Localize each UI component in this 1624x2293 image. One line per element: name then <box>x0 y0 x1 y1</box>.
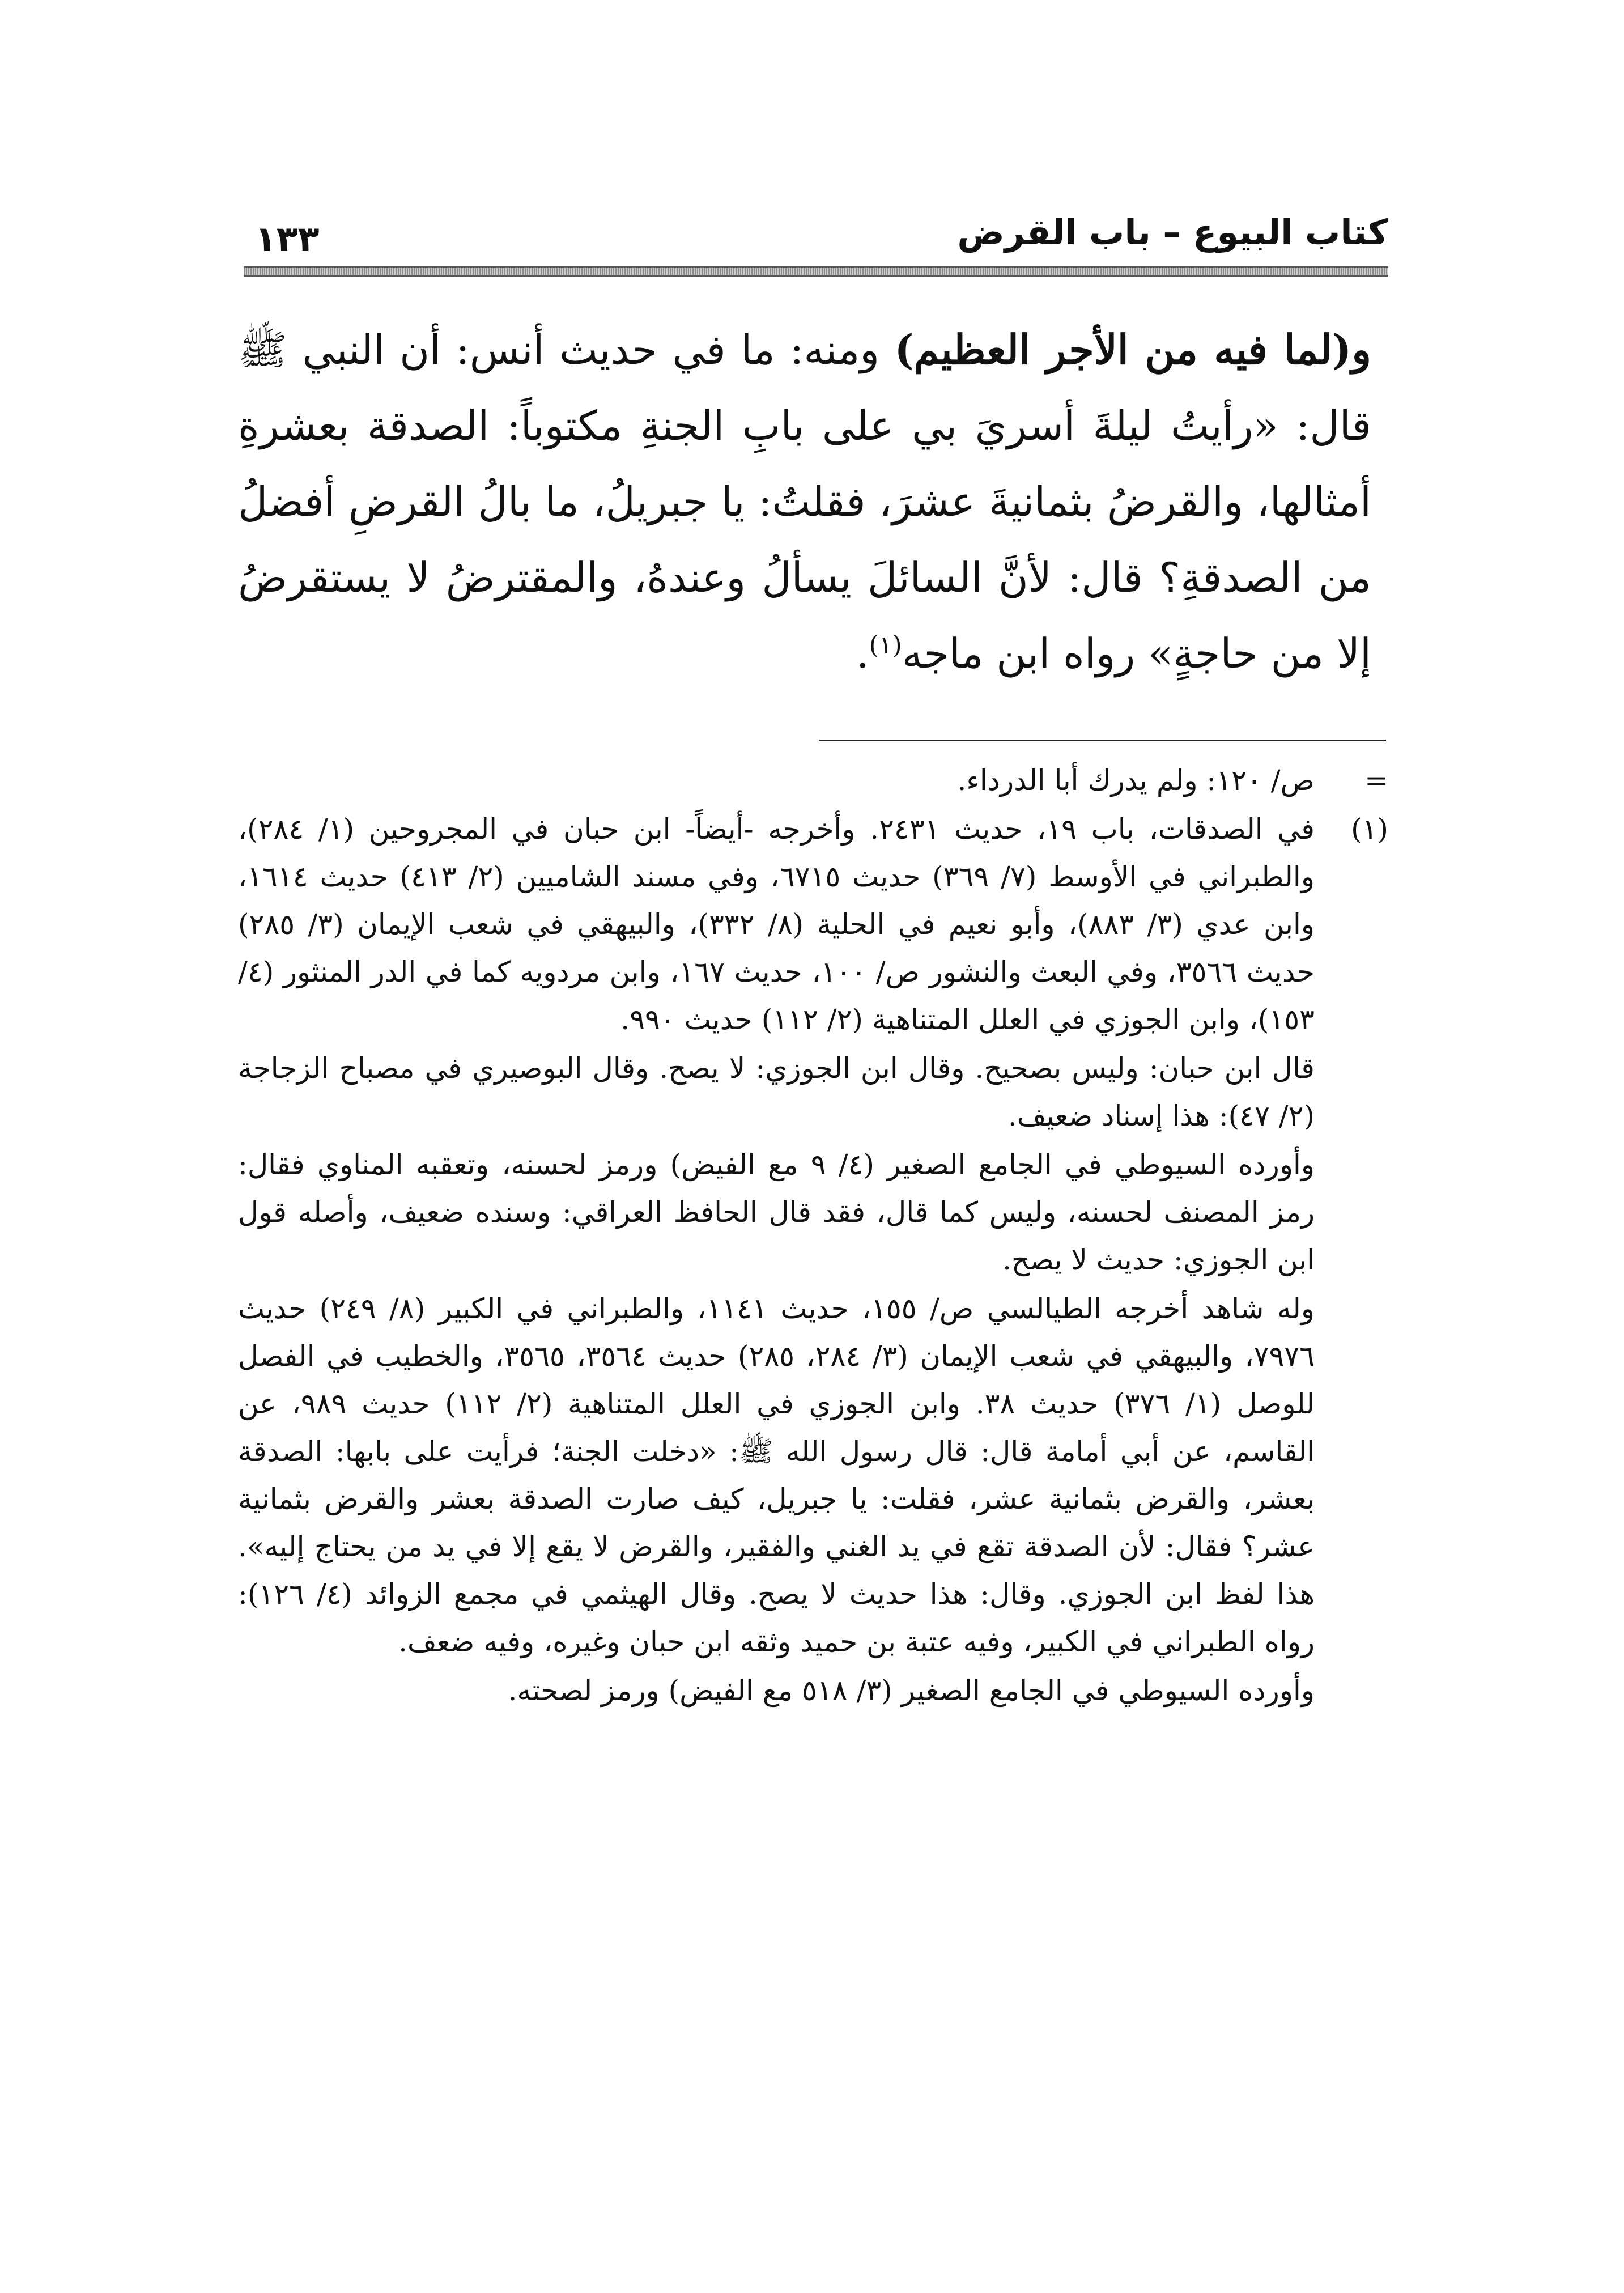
footnotes <box>238 757 1388 1714</box>
continuation-text: ص/ ١٢٠: ولم يدرك أبا الدرداء. <box>957 764 1315 797</box>
footnote-1-para-5-block <box>238 1667 1371 1714</box>
footnote-1-marker: (١) <box>1351 813 1388 846</box>
footnote-1-para-3: وأورده السيوطي في الجامع الصغير (٤/ ٩ مع الفيض) ورمز لحسنه، وتعقبه المناوي فقال: رمز المصنف لحسنه، وليس كما قال، فقد قال الحافظ العراقي: وسنده ضعيف، وأصله قول ابن الجوزي: حديث لا يصح. <box>238 1148 1315 1276</box>
page-number: ١٣٣ <box>255 218 320 260</box>
footnote-1-para-2: قال ابن حبان: وليس بصحيح. وقال ابن الجوزي: لا يصح. وقال البوصيري في مصباح الزجاجة (٢/ ٤٧): هذا إسناد ضعيف. <box>238 1052 1315 1132</box>
page-header <box>244 193 1388 260</box>
footnote-1-para-5: وأورده السيوطي في الجامع الصغير (٣/ ٥١٨ مع الفيض) ورمز لصحته. <box>508 1674 1315 1707</box>
end-punctuation: . <box>856 630 869 677</box>
footnote-1-para-1: في الصدقات، باب ١٩، حديث ٢٤٣١. وأخرجه -أيضاً- ابن حبان في المجروحين (١/ ٢٨٤)، والطبراني في الأوسط (٧/ ٣٦٩) حديث ٦٧١٥، وفي مسند الشاميين (٢/ ٤١٣) حديث ١٦١٤، وابن عدي (٣/ ٨٨٣)، وأبو نعيم في الحلية (٨/ ٣٣٢)، والبيهقي في شعب الإيمان (٣/ ٢٨٥) حديث ٣٥٦٦، وفي البعث والنشور ص/ ١٠٠، حديث ١٦٧، وابن مردويه كما في الدر المنثور (٤/ ١٥٣)، وابن الجوزي في العلل المتناهية (٢/ ١١٢) حديث ٩٩٠. <box>238 813 1315 1036</box>
running-title: كتاب البيوع – باب القرض <box>957 211 1388 253</box>
footnote-continuation <box>238 757 1388 804</box>
header-divider <box>244 266 1388 277</box>
footnote-1-para-3-block <box>238 1141 1371 1284</box>
footnote-1-para-4-block <box>238 1285 1371 1666</box>
footnote-1 <box>238 805 1388 1043</box>
continuation-marker: = <box>1364 764 1388 797</box>
footnote-divider <box>819 740 1386 741</box>
footnote-reference[interactable]: (١) <box>869 631 902 660</box>
main-body: ومنه: ما في حديث أنس: أن النبي ﷺ قال: «رأيتُ ليلةَ أسريَ بي على بابِ الجنةِ مكتوباً: الصدقة بعشرةِ أمثالها، والقرضُ بثمانيةَ عشرَ، فقلتُ: يا جبريلُ، ما بالُ القرضِ أفضلُ من الصدقةِ؟ قال: لأنَّ السائلَ يسألُ وعندهُ، والمقترضُ لا يستقرضُ إلا من حاجةٍ» رواه ابن ماجه <box>238 326 1371 677</box>
footnote-1-para-4: وله شاهد أخرجه الطيالسي ص/ ١٥٥، حديث ١١٤١، والطبراني في الكبير (٨/ ٢٤٩) حديث ٧٩٧٦، والبيهقي في شعب الإيمان (٣/ ٢٨٤، ٢٨٥) حديث ٣٥٦٤، ٣٥٦٥، والخطيب في الفصل للوصل (١/ ٣٧٦) حديث ٣٨. وابن الجوزي في العلل المتناهية (٢/ ١١٢) حديث ٩٨٩، عن القاسم، عن أبي أمامة قال: قال رسول الله ﷺ: «دخلت الجنة؛ فرأيت على بابها: الصدقة بعشر، والقرض بثمانية عشر، فقلت: يا جبريل، كيف صارت الصدقة بعشر والقرض بثمانية عشر؟ فقال: لأن الصدقة تقع في يد الغني والفقير، والقرض لا يقع إلا في يد من يحتاج إليه». هذا لفظ ابن الجوزي. وقال: هذا حديث لا يصح. وقال الهيثمي في مجمع الزوائد (٤/ ١٢٦): رواه الطبراني في الكبير، وفيه عتبة بن حميد وثقه ابن حبان وغيره، وفيه ضعف. <box>238 1292 1315 1658</box>
bold-phrase: و(لما فيه من الأجر العظيم) <box>894 325 1371 373</box>
footnote-1-para-2-block <box>238 1044 1371 1140</box>
main-text <box>238 312 1371 691</box>
